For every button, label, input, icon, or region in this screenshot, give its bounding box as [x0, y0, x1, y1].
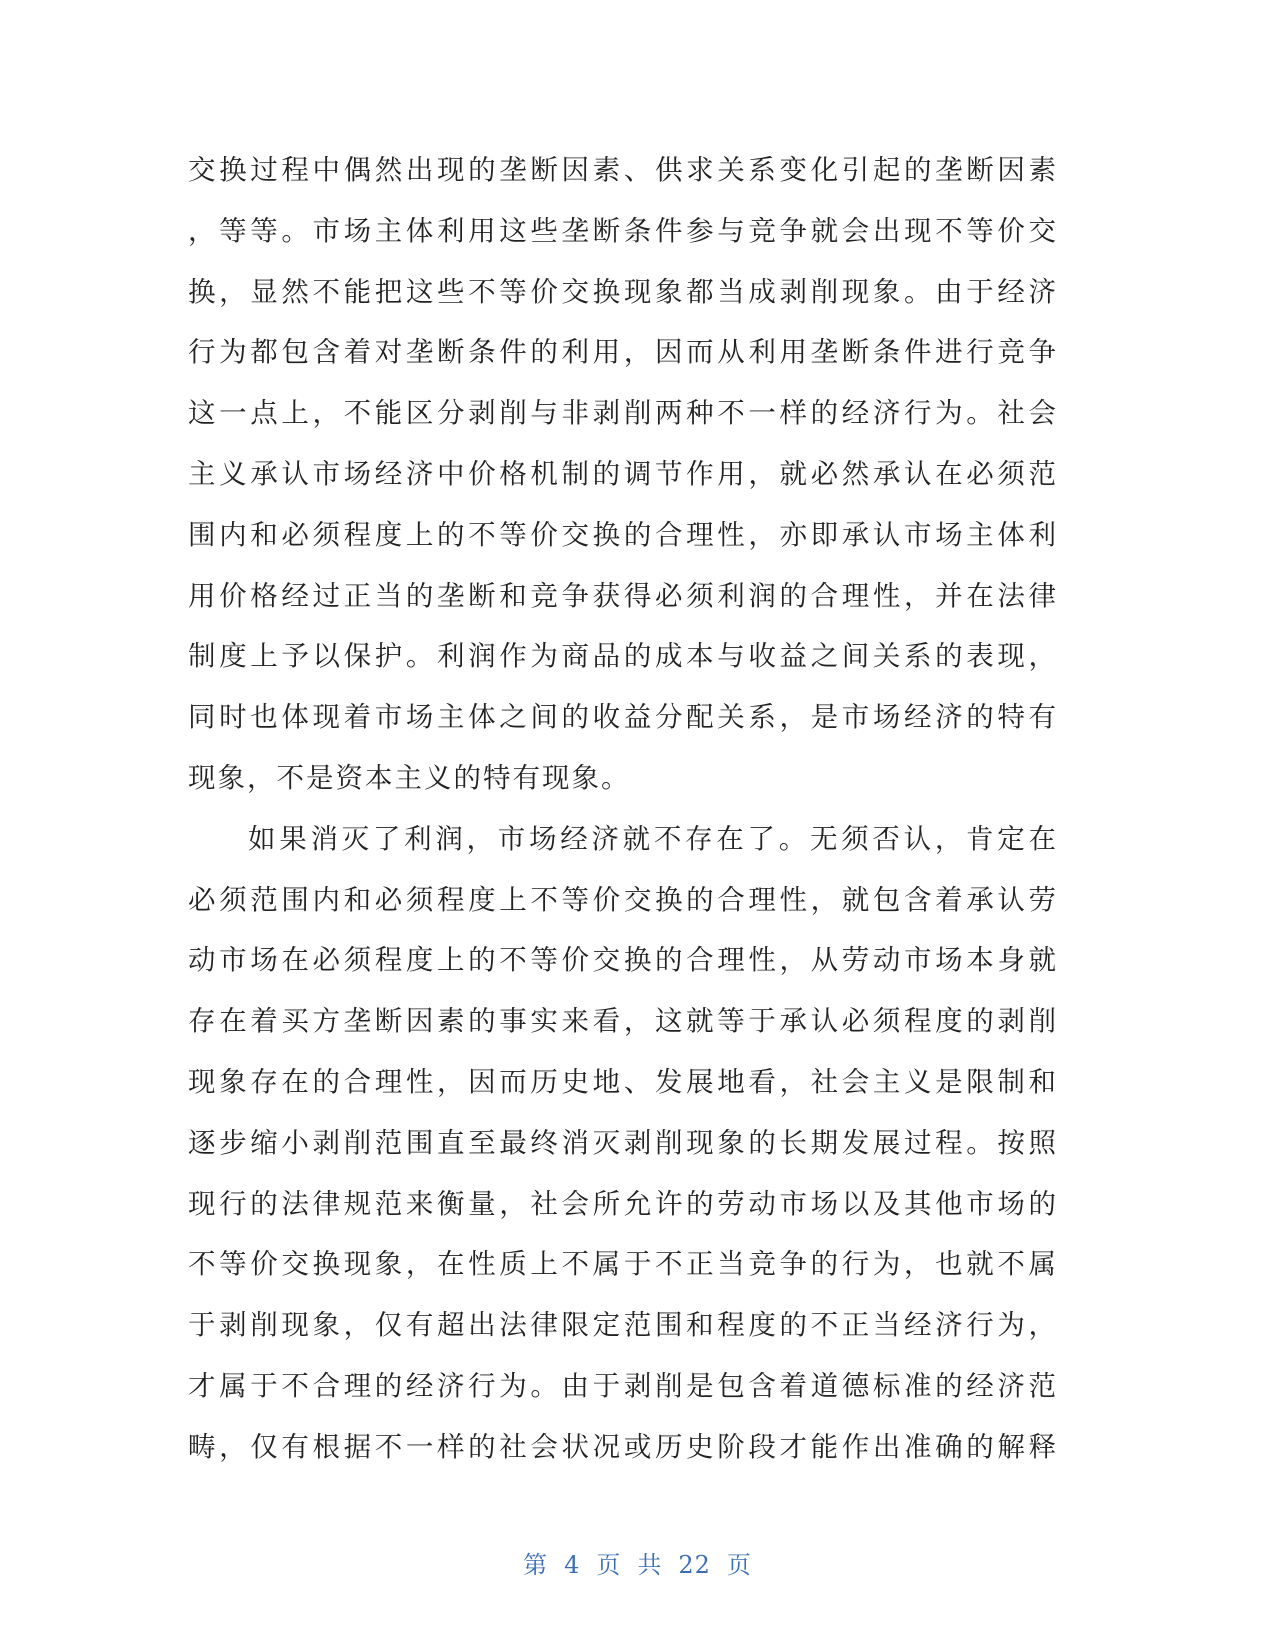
page-number: 4	[564, 1551, 581, 1579]
text-line: 不等价交换现象，在性质上不属于不正当竞争的行为，也就不属	[188, 1248, 1058, 1281]
text-line: 畴，仅有根据不一样的社会状况或历史阶段才能作出准确的解释	[188, 1430, 1058, 1463]
page-footer	[0, 1545, 1275, 1580]
text-line: 交换过程中偶然出现的垄断因素、供求关系变化引起的垄断因素	[188, 154, 1058, 186]
total-pages: 22	[678, 1551, 711, 1579]
text-line: 于剥削现象，仅有超出法律限定范围和程度的不正当经济行为，	[188, 1309, 1058, 1342]
text-line: 动市场在必须程度上的不等价交换的合理性，从劳动市场本身就	[188, 944, 1058, 977]
paragraph-first-line: 如果消灭了利润，市场经济就不存在了。无须否认，肯定在	[248, 822, 1058, 855]
text-line: 现象，不是资本主义的特有现象。	[188, 761, 631, 794]
text-line: 这一点上，不能区分剥削与非剥削两种不一样的经济行为。社会	[188, 397, 1058, 430]
text-line: 制度上予以保护。利润作为商品的成本与收益之间关系的表现，	[188, 640, 1058, 673]
text-line: 同时也体现着市场主体之间的收益分配关系，是市场经济的特有	[188, 701, 1058, 734]
text-line: 换，显然不能把这些不等价交换现象都当成剥削现象。由于经济	[188, 275, 1058, 308]
text-line: 用价格经过正当的垄断和竞争获得必须利润的合理性，并在法律	[188, 579, 1058, 612]
text-line: 主义承认市场经济中价格机制的调节作用，就必然承认在必须范	[188, 457, 1058, 490]
body-text	[188, 140, 1058, 1478]
text-line: 逐步缩小剥削范围直至最终消灭剥削现象的长期发展过程。按照	[188, 1126, 1058, 1159]
footer-prefix: 第	[523, 1551, 549, 1579]
text-line: 现象存在的合理性，因而历史地、发展地看，社会主义是限制和	[188, 1065, 1058, 1098]
text-line: 围内和必须程度上的不等价交换的合理性，亦即承认市场主体利	[188, 518, 1058, 551]
text-line: 才属于不合理的经济行为。由于剥削是包含着道德标准的经济范	[188, 1369, 1058, 1402]
text-line: ，等等。市场主体利用这些垄断条件参与竞争就会出现不等价交	[188, 214, 1058, 247]
text-line: 必须范围内和必须程度上不等价交换的合理性，就包含着承认劳	[188, 883, 1058, 916]
text-line: 行为都包含着对垄断条件的利用，因而从利用垄断条件进行竞争	[188, 336, 1058, 369]
footer-suffix: 页	[726, 1551, 752, 1579]
footer-total-label: 共	[637, 1551, 663, 1579]
footer-page-label: 页	[596, 1551, 622, 1579]
text-line: 现行的法律规范来衡量，社会所允许的劳动市场以及其他市场的	[188, 1187, 1058, 1220]
text-line: 存在着买方垄断因素的事实来看，这就等于承认必须程度的剥削	[188, 1005, 1058, 1038]
